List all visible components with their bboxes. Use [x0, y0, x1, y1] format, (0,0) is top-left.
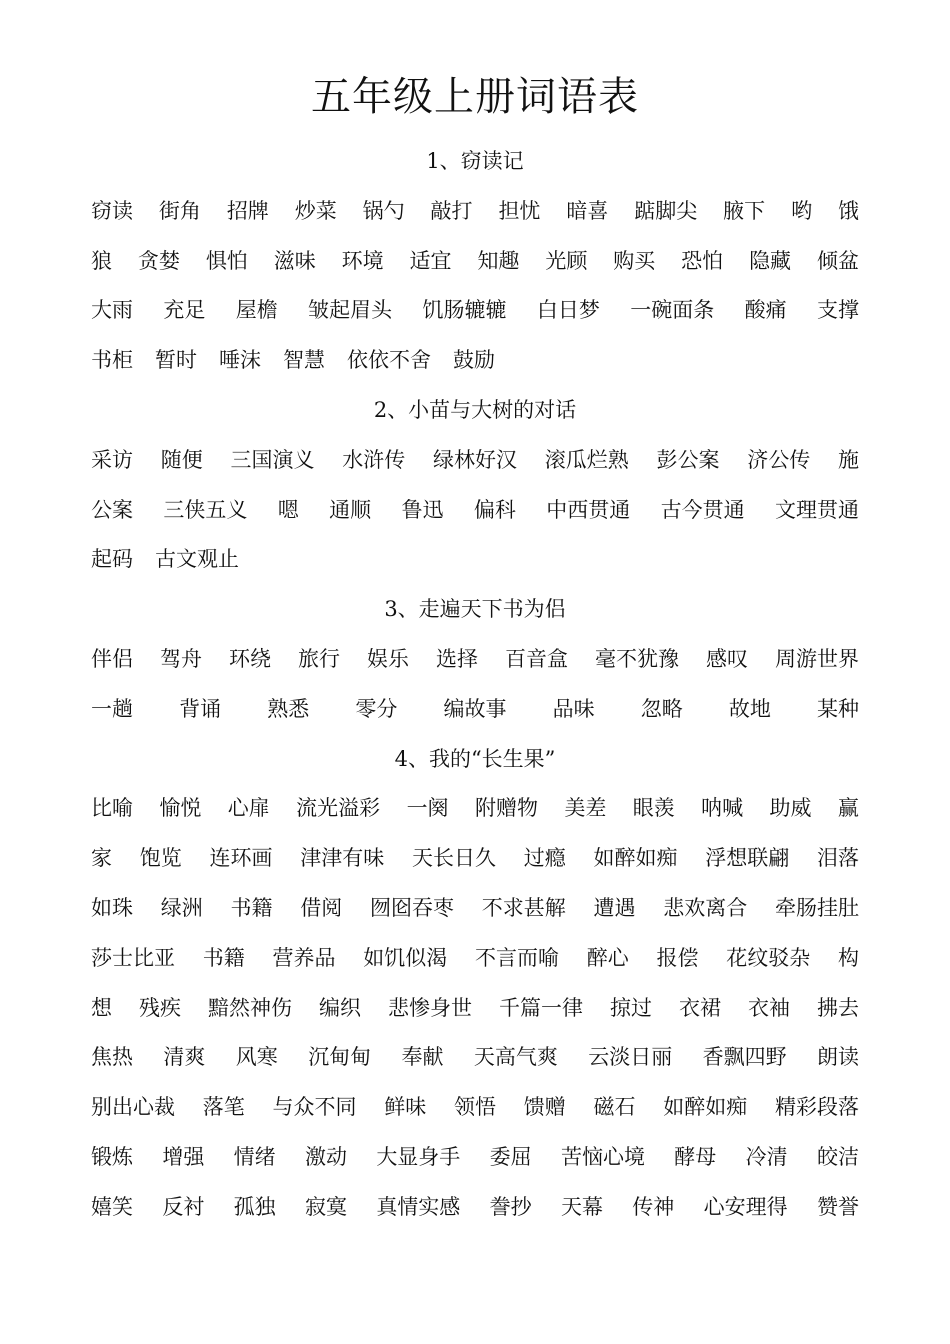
vocab-word: 情绪 — [233, 1145, 276, 1169]
vocab-word: 流光溢彩 — [296, 796, 381, 821]
vocab-word: 炒菜 — [294, 198, 337, 223]
vocab-word: 熟悉 — [267, 696, 310, 721]
vocab-word: 鼓励 — [453, 348, 495, 373]
word-line — [91, 942, 859, 974]
vocab-word: 呐喊 — [701, 796, 744, 821]
vocab-word: 彭公案 — [656, 447, 720, 472]
page-title: 五年级上册词语表 — [311, 74, 639, 120]
vocab-word: 三国演义 — [230, 447, 315, 472]
vocab-word: 附赠物 — [474, 796, 538, 821]
vocab-word: 如珠 — [91, 896, 133, 920]
vocab-word: 绿洲 — [160, 896, 203, 920]
vocab-word: 毫不犹豫 — [595, 647, 679, 671]
vocab-word: 暗喜 — [566, 198, 609, 223]
vocab-word: 依依不舍 — [347, 348, 431, 373]
vocab-word: 美差 — [564, 796, 607, 821]
vocab-word: 中西贯通 — [546, 497, 631, 522]
vocab-word: 莎士比亚 — [91, 945, 175, 970]
vocab-word: 醉心 — [586, 945, 629, 970]
vocab-word: 泪落 — [817, 846, 859, 871]
vocab-word: 起码 — [91, 547, 133, 572]
vocab-word: 构 — [838, 945, 859, 970]
word-line — [91, 444, 859, 476]
vocab-word: 智慧 — [283, 348, 325, 373]
vocab-word: 光顾 — [545, 248, 588, 273]
vocab-word: 酸痛 — [744, 298, 787, 323]
word-line — [91, 1141, 859, 1173]
vocab-word: 与众不同 — [272, 1095, 357, 1120]
vocab-word: 支撑 — [817, 298, 859, 323]
vocab-word: 饱览 — [139, 846, 182, 871]
vocab-word: 如饥似渴 — [363, 945, 448, 970]
vocab-word: 皱起眉头 — [308, 298, 393, 323]
vocab-word: 苦恼心境 — [560, 1145, 645, 1169]
vocab-word: 背诵 — [179, 696, 222, 721]
vocab-word: 唾沫 — [219, 348, 261, 373]
vocab-word: 施 — [838, 447, 859, 472]
vocab-word: 沉甸甸 — [308, 1045, 372, 1070]
vocab-word: 窃读 — [91, 198, 133, 223]
vocab-word: 娱乐 — [367, 647, 409, 671]
vocab-word: 不求甚解 — [481, 896, 566, 920]
vocab-word: 白日梦 — [536, 298, 600, 323]
vocab-word: 天幕 — [560, 1194, 603, 1219]
vocab-word: 增强 — [162, 1145, 205, 1169]
lesson-heading: 4、我的“长生果” — [394, 746, 556, 771]
vocab-word: 借阅 — [300, 896, 343, 920]
vocab-word: 锻炼 — [91, 1145, 133, 1169]
vocab-word: 想 — [91, 995, 112, 1020]
vocab-word: 焦热 — [91, 1045, 133, 1070]
vocab-word: 三侠五义 — [163, 497, 248, 522]
vocab-word: 馈赠 — [523, 1095, 566, 1120]
vocab-word: 绿林好汉 — [433, 447, 517, 472]
vocab-word: 文理贯通 — [775, 497, 859, 522]
word-line — [91, 195, 859, 227]
vocab-word: 比喻 — [91, 796, 133, 821]
vocab-word: 过瘾 — [523, 846, 566, 871]
vocab-word: 营养品 — [272, 945, 336, 970]
vocab-word: 一阕 — [406, 796, 449, 821]
vocab-word: 百音盒 — [505, 647, 568, 671]
vocab-word: 编织 — [319, 995, 361, 1020]
vocab-word: 皎洁 — [816, 1145, 859, 1169]
vocab-word: 残疾 — [139, 995, 181, 1020]
vocab-word: 选择 — [436, 647, 478, 671]
vocab-word: 知趣 — [477, 248, 520, 273]
word-line — [91, 1191, 859, 1223]
vocab-word: 一趟 — [91, 696, 133, 721]
vocab-word: 书柜 — [91, 348, 133, 373]
word-line — [91, 693, 859, 725]
word-line — [91, 1091, 859, 1123]
vocab-word: 狼 — [91, 248, 112, 273]
vocab-word: 云淡日丽 — [588, 1045, 673, 1070]
vocab-word: 不言而喻 — [475, 945, 559, 970]
vocab-word: 腋下 — [723, 198, 766, 223]
vocab-word: 担忧 — [498, 198, 541, 223]
lesson-heading: 3、走遍天下书为侣 — [384, 597, 566, 622]
vocab-word: 隐藏 — [749, 248, 792, 273]
vocab-word: 饿 — [837, 198, 859, 223]
vocab-word: 衣袖 — [748, 995, 790, 1020]
vocab-word: 某种 — [817, 696, 859, 721]
word-line — [91, 842, 859, 874]
vocab-word: 倾盆 — [816, 248, 859, 273]
vocab-word: 拂去 — [817, 995, 859, 1020]
vocab-word: 滋味 — [273, 248, 316, 273]
vocab-word: 天长日久 — [412, 846, 496, 871]
vocab-word: 衣裙 — [679, 995, 721, 1020]
vocab-word: 赞誉 — [816, 1194, 859, 1219]
vocab-word: 清爽 — [163, 1045, 206, 1070]
vocab-word: 暂时 — [155, 348, 197, 373]
word-line — [91, 344, 859, 376]
vocab-word: 遭遇 — [593, 896, 636, 920]
vocab-word: 敲打 — [430, 198, 473, 223]
vocab-word: 招牌 — [226, 198, 269, 223]
vocab-word: 大显身手 — [376, 1145, 461, 1169]
vocab-word: 如醉如痴 — [593, 846, 678, 871]
vocab-word: 奉献 — [401, 1045, 444, 1070]
vocab-word: 真情实感 — [376, 1194, 461, 1219]
vocab-word: 家 — [91, 846, 112, 871]
vocab-word: 眼羡 — [632, 796, 675, 821]
vocab-word: 踮脚尖 — [634, 198, 698, 223]
vocab-word: 酵母 — [674, 1145, 717, 1169]
vocab-word: 津津有味 — [300, 846, 385, 871]
vocab-word: 黯然神伤 — [208, 995, 292, 1020]
vocab-word: 零分 — [355, 696, 398, 721]
vocab-word: 贪婪 — [137, 248, 180, 273]
vocab-word: 报偿 — [656, 945, 699, 970]
vocab-word: 赢 — [837, 796, 859, 821]
vocab-word: 囫囵吞枣 — [370, 896, 454, 920]
vocab-word: 浮想联翩 — [705, 846, 790, 871]
word-line — [91, 643, 859, 675]
vocab-word: 济公传 — [747, 447, 811, 472]
vocab-word: 忽略 — [640, 696, 683, 721]
vocab-word: 反衬 — [162, 1194, 205, 1219]
lesson-heading: 1、窃读记 — [426, 149, 524, 173]
vocab-word: 古今贯通 — [660, 497, 745, 522]
vocab-word: 通顺 — [329, 497, 372, 522]
vocab-word: 朗读 — [817, 1045, 859, 1070]
vocab-word: 孤独 — [233, 1194, 276, 1219]
vocab-word: 传神 — [632, 1194, 675, 1219]
word-line — [91, 1041, 859, 1073]
vocab-word: 充足 — [163, 298, 206, 323]
vocab-word: 心安理得 — [703, 1194, 788, 1219]
vocab-word: 编故事 — [443, 696, 507, 721]
vocab-word: 锅勺 — [362, 198, 405, 223]
vocab-word: 掠过 — [610, 995, 652, 1020]
vocab-word: 环境 — [341, 248, 384, 273]
word-line — [91, 245, 859, 277]
vocab-word: 风寒 — [235, 1045, 278, 1070]
vocab-word: 冷清 — [745, 1145, 788, 1169]
vocab-word: 一碗面条 — [630, 298, 715, 323]
vocab-word: 心扉 — [227, 796, 270, 821]
vocab-word: 公案 — [91, 497, 133, 522]
vocab-word: 委屈 — [489, 1145, 532, 1169]
word-line — [91, 792, 859, 824]
vocab-word: 誊抄 — [489, 1194, 532, 1219]
vocab-word: 水浒传 — [342, 447, 406, 472]
vocab-word: 书籍 — [230, 896, 273, 920]
vocab-word: 购买 — [613, 248, 656, 273]
vocab-word: 花纹驳杂 — [726, 945, 811, 970]
vocab-word: 激动 — [304, 1145, 347, 1169]
vocab-word: 驾舟 — [160, 647, 202, 671]
vocab-word: 周游世界 — [775, 647, 859, 671]
vocab-word: 随便 — [160, 447, 203, 472]
vocab-word: 悲惨身世 — [388, 995, 472, 1020]
vocab-word: 伴侣 — [91, 647, 133, 671]
vocab-word: 感叹 — [706, 647, 748, 671]
vocab-word: 恐怕 — [681, 248, 724, 273]
vocab-word: 磁石 — [593, 1095, 636, 1120]
vocab-word: 惧怕 — [205, 248, 248, 273]
vocab-word: 采访 — [91, 447, 133, 472]
vocab-word: 嗯 — [277, 497, 299, 522]
vocab-word: 鲁迅 — [401, 497, 444, 522]
vocab-word: 别出心裁 — [91, 1095, 175, 1120]
vocab-word: 香飘四野 — [702, 1045, 787, 1070]
vocab-word: 寂寞 — [304, 1194, 347, 1219]
vocab-word: 适宜 — [409, 248, 452, 273]
word-line — [91, 992, 859, 1024]
vocab-word: 落笔 — [202, 1095, 245, 1120]
vocab-word: 街角 — [158, 198, 201, 223]
word-line — [91, 892, 859, 924]
vocab-word: 屋檐 — [235, 298, 278, 323]
vocab-word: 环绕 — [229, 647, 271, 671]
vocab-word: 天高气爽 — [473, 1045, 558, 1070]
vocab-word: 连环画 — [209, 846, 273, 871]
vocab-word: 领悟 — [454, 1095, 496, 1120]
vocab-word: 精彩段落 — [775, 1095, 859, 1120]
vocab-word: 鲜味 — [384, 1095, 427, 1120]
vocab-word: 悲欢离合 — [663, 896, 748, 920]
vocab-word: 旅行 — [298, 647, 340, 671]
word-line — [91, 494, 859, 526]
vocab-word: 偏科 — [473, 497, 516, 522]
vocab-word: 助威 — [769, 796, 812, 821]
vocab-word: 品味 — [552, 696, 595, 721]
lesson-heading: 2、小苗与大树的对话 — [373, 398, 577, 422]
word-line — [91, 294, 859, 326]
vocab-word: 哟 — [791, 198, 813, 223]
vocab-word: 如醉如痴 — [663, 1095, 748, 1120]
vocab-word: 大雨 — [91, 298, 133, 323]
vocab-word: 书籍 — [202, 945, 245, 970]
word-line — [91, 543, 859, 575]
vocab-word: 饥肠辘辘 — [422, 298, 507, 323]
vocab-word: 滚瓜烂熟 — [544, 447, 629, 472]
vocab-word: 愉悦 — [159, 796, 202, 821]
vocab-word: 故地 — [728, 696, 771, 721]
vocab-word: 千篇一律 — [499, 995, 583, 1020]
vocab-word: 古文观止 — [155, 547, 239, 572]
vocab-word: 嬉笑 — [91, 1194, 133, 1219]
vocab-word: 牵肠挂肚 — [775, 896, 859, 920]
